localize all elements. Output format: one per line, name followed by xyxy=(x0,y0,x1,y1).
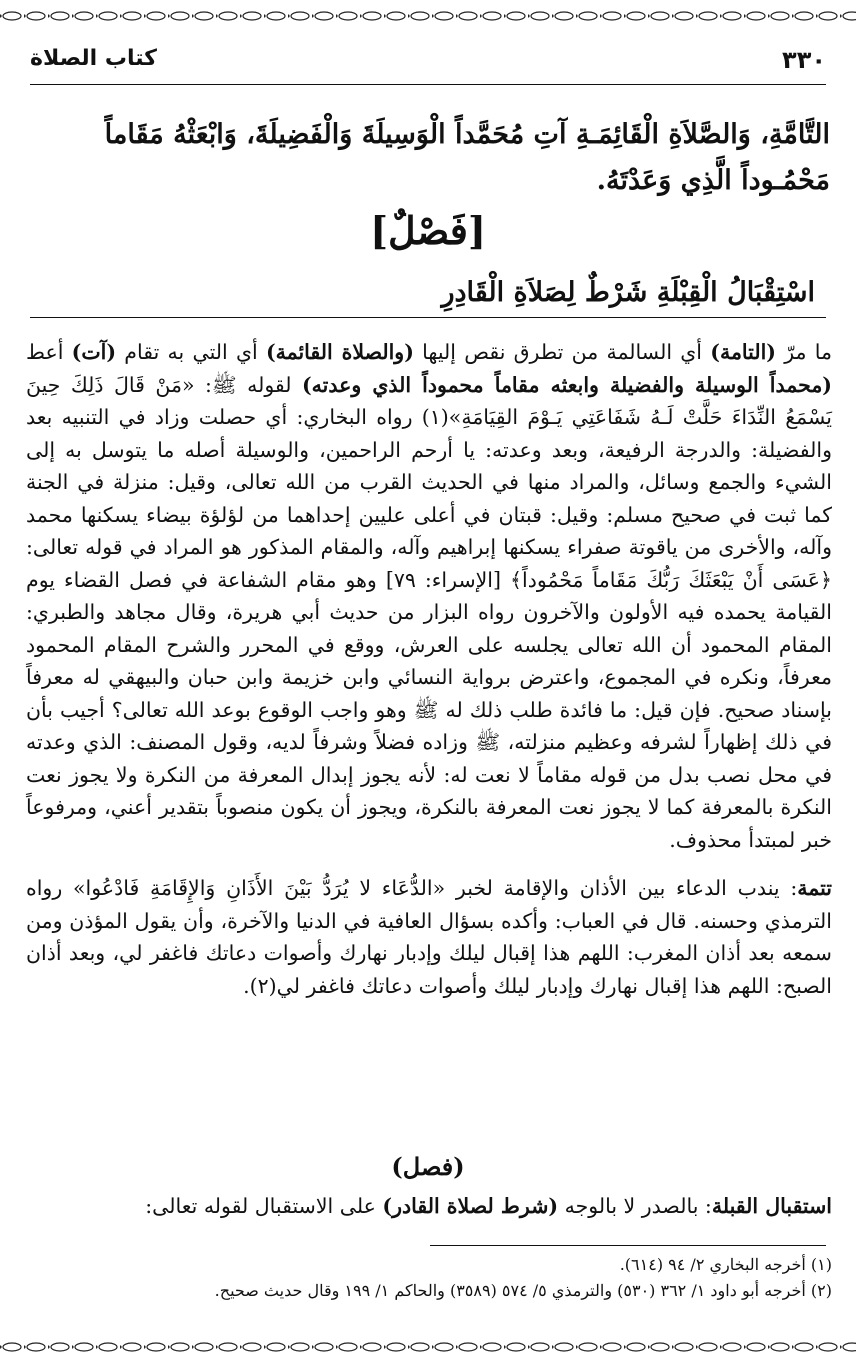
book-title: كتاب الصلاة xyxy=(30,46,157,71)
top-ornament-border xyxy=(0,10,856,22)
quoted-matn: (آت) xyxy=(71,340,117,364)
commentary-text: أعط xyxy=(26,340,72,364)
section-heading: [فَصْلٌ] xyxy=(370,208,486,253)
commentary-body xyxy=(26,336,832,1002)
quoted-matn: (محمداً الوسيلة والفضيلة وابعثه مقاماً محموداً الذي وعدته) xyxy=(301,372,832,397)
footnote-rule xyxy=(430,1245,826,1246)
quoted-matn: (شرط لصلاة القادر) xyxy=(382,1194,559,1218)
completion-text: : يندب الدعاء بين الأذان والإقامة لخبر «الدُّعَاء لا يُرَدُّ بَيْنَ الأَذَانِ وَالإِقَامَةِ فَادْعُوا» رواه الترمذي وحسنه. قال في العباب: وأكده بسؤال العافية في الدنيا والآخرة، وأن يقول المؤذن ومن سمعه بعد أذان المغرب: اللهم هذا إقبال ليلك وإدبار نهارك وأصوات دعاتك فاغفر لي، وبعد أذان الصبح: اللهم هذا إقبال نهارك وإدبار ليلك وأصوات دعاتك فاغفر لي(٢). xyxy=(26,876,832,998)
matn-sharh-divider xyxy=(30,317,826,318)
section-heading-2: (فصل) xyxy=(391,1152,465,1181)
closing-text: على الاستقبال لقوله تعالى: xyxy=(145,1194,383,1218)
closing-label: استقبال القبلة xyxy=(711,1194,832,1218)
completion-paragraph xyxy=(26,872,832,1002)
page-header xyxy=(30,40,826,74)
header-rule xyxy=(30,84,826,85)
commentary-text: أي السالمة من تطرق نقص إليها xyxy=(413,340,711,364)
footnote-1: (١) أخرجه البخاري ٢/ ٩٤ (٦١٤). xyxy=(619,1255,832,1274)
closing-paragraph xyxy=(26,1190,832,1222)
commentary-text: لقوله ﷺ: «مَنْ قَالَ ذَلِكَ حِينَ يَسْمَعُ النِّدَاءَ حَلَّتْ لَـهُ شَفَاعَتِي يَـوْمَ القِيَامَةِ»(١) رواه البخاري: أي حصلت وزاد في التنبيه بعد والفضيلة: والدرجة الرفيعة، وبعد وعدته: يا أرحم الراحمين، والوسيلة أصله ما يتوسل به إلى الشيء والجمع وسائل، والمراد منها في الحديث القرب من الله تعالى، وقيل: منزلة في الجنة كما ثبت في صحيح مسلم: وقيل: قبتان في أعلى عليين إحداهما من لؤلؤة بيضاء يسكنها محمد وآله، والأخرى من ياقوتة صفراء يسكنها إبراهيم وآله، والمقام المذكور هو المراد في قوله تعالى: ﴿عَسَى أَنْ يَبْعَثَكَ رَبُّكَ مَقَاماً مَحْمُوداً﴾ [الإسراء: ٧٩] وهو مقام الشفاعة في فصل القضاء يوم القيامة يحمده فيه الأولون والآخرون رواه البزار من حديث أبي هريرة، وقال مجاهد والطبري: المقام المحمود أن الله تعالى يجلسه على العرش، ووقع في المحرر والشرح المقام المحمود معرفاً، ونكره في المجموع، واعترض برواية النسائي وابن خزيمة وابن حبان والبيهقي له معرفاً بإسناد صحيح. فإن قيل: ما فائدة طلب ذلك له ﷺ وهو واجب الوقوع بوعد الله تعالى؟ أجيب بأن في ذلك إظهاراً لشرفه وعظيم منزلته، ﷺ وزاده فضلاً وشرفاً لديه، وقول المصنف: الذي وعدته في محل نصب بدل من قوله مقاماً لا نعت له: لأنه يجوز إبدال المعرفة من النكرة ولا يجوز نعت النكرة بالمعرفة كما لا يجوز نعت المعرفة بالنكرة، ويجوز أن يكون منصوباً بتقدير أعني، ومرفوعاً خبر لمبتدأ محذوف. xyxy=(26,372,832,852)
footnote-2: (٢) أخرجه أبو داود ١/ ٣٦٢ (٥٣٠) والترمذي ٥/ ٥٧٤ (٣٥٨٩) والحاكم ١/ ١٩٩ وقال حديث صحيح. xyxy=(214,1281,832,1300)
matn-text: التَّامَّةِ، وَالصَّلاَةِ الْقَائِمَـةِ آتِ مُحَمَّداً الْوَسِيلَةَ وَالْفَضِيلَةَ، وَابْعَثْهُ مَقَاماً مَحْمُـوداً الَّذِي وَعَدْتَهُ. xyxy=(104,119,830,196)
quoted-matn: (والصلاة القائمة) xyxy=(265,340,414,364)
quoted-matn: (التامة) xyxy=(710,340,776,364)
bottom-ornament-border xyxy=(0,1341,856,1353)
section-matn: اسْتِقْبَالُ الْقِبْلَةِ شَرْطٌ لِصَلاَةِ الْقَادِرِ xyxy=(441,277,815,308)
commentary-text: أي التي به تقام xyxy=(116,340,266,364)
commentary-paragraph xyxy=(26,336,832,856)
footnotes xyxy=(26,1252,832,1304)
completion-label: تتمة xyxy=(797,876,832,900)
commentary-text: ما مرّ xyxy=(776,340,833,364)
page-number: ٣٣٠ xyxy=(782,46,826,74)
closing-text: : بالصدر لا بالوجه xyxy=(558,1194,712,1218)
